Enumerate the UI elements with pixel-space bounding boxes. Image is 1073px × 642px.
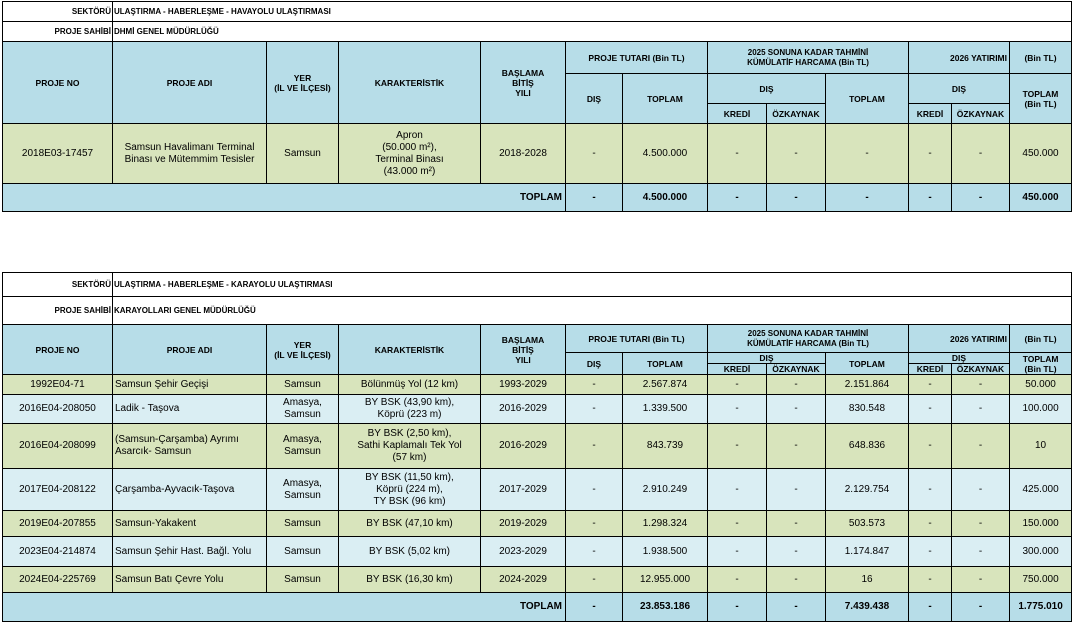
total-amount: 23.853.186 bbox=[623, 593, 708, 622]
cell-cum-equity: - bbox=[767, 375, 826, 395]
col-total: TOPLAM bbox=[623, 353, 708, 375]
cell-inv-equity: - bbox=[952, 395, 1010, 424]
cell-inv-equity: - bbox=[952, 124, 1010, 184]
cell-foreign: - bbox=[566, 375, 623, 395]
cell-total: 1.298.324 bbox=[623, 511, 708, 537]
cell-foreign: - bbox=[566, 124, 623, 184]
col-cum-credit: KREDİ bbox=[708, 104, 767, 124]
cell-project-name: Samsun Şehir Geçişi bbox=[113, 375, 267, 395]
cell-project-no: 2019E04-207855 bbox=[3, 511, 113, 537]
total-foreign: - bbox=[566, 184, 623, 212]
total-row bbox=[3, 593, 1072, 622]
cell-years: 2024-2029 bbox=[481, 567, 566, 593]
cell-total: 843.739 bbox=[623, 424, 708, 469]
col-location: YER (İL VE İLÇESİ) bbox=[267, 42, 339, 124]
cell-total: 2.910.249 bbox=[623, 469, 708, 511]
table-row bbox=[3, 469, 1072, 511]
cell-project-no: 2016E04-208099 bbox=[3, 424, 113, 469]
cell-cum-total: - bbox=[826, 124, 909, 184]
cell-total: 12.955.000 bbox=[623, 567, 708, 593]
cell-foreign: - bbox=[566, 567, 623, 593]
total-foreign: - bbox=[566, 593, 623, 622]
cell-project-name: Ladik - Taşova bbox=[113, 395, 267, 424]
total-inv-credit: - bbox=[909, 184, 952, 212]
cell-cum-total: 1.174.847 bbox=[826, 537, 909, 567]
cell-location: Samsun bbox=[267, 537, 339, 567]
total-inv-credit: - bbox=[909, 593, 952, 622]
col-inv-total: TOPLAM (Bin TL) bbox=[1010, 74, 1072, 124]
table-row bbox=[3, 567, 1072, 593]
cell-cum-total: 16 bbox=[826, 567, 909, 593]
cell-inv-total: 300.000 bbox=[1010, 537, 1072, 567]
table-row bbox=[3, 124, 1072, 184]
total-inv-equity: - bbox=[952, 593, 1010, 622]
col-cumulative: 2025 SONUNA KADAR TAHMİNİ KÜMÜLATİF HARCAMA (Bin TL) bbox=[708, 325, 909, 353]
cell-inv-total: 750.000 bbox=[1010, 567, 1072, 593]
owner-value: KARAYOLLARI GENEL MÜDÜRLÜĞÜ bbox=[113, 297, 1072, 325]
cell-project-name: (Samsun-Çarşamba) Ayrımı Asarcık- Samsun bbox=[113, 424, 267, 469]
cell-project-name: Çarşamba-Ayvacık-Taşova bbox=[113, 469, 267, 511]
cell-inv-equity: - bbox=[952, 567, 1010, 593]
cell-cum-credit: - bbox=[708, 511, 767, 537]
col-cum-foreign: DIŞ bbox=[708, 74, 826, 104]
cell-inv-equity: - bbox=[952, 375, 1010, 395]
cell-cum-equity: - bbox=[767, 511, 826, 537]
cell-total: 2.567.874 bbox=[623, 375, 708, 395]
cell-cum-credit: - bbox=[708, 395, 767, 424]
col-foreign: DIŞ bbox=[566, 353, 623, 375]
cell-cum-equity: - bbox=[767, 124, 826, 184]
total-cum-total: - bbox=[826, 184, 909, 212]
cell-inv-credit: - bbox=[909, 567, 952, 593]
cell-cum-credit: - bbox=[708, 375, 767, 395]
cell-years: 1993-2029 bbox=[481, 375, 566, 395]
total-amount: 4.500.000 bbox=[623, 184, 708, 212]
cell-inv-equity: - bbox=[952, 537, 1010, 567]
table-row bbox=[3, 395, 1072, 424]
cell-inv-credit: - bbox=[909, 537, 952, 567]
total-row bbox=[3, 184, 1072, 212]
cell-years: 2019-2029 bbox=[481, 511, 566, 537]
cell-foreign: - bbox=[566, 537, 623, 567]
cell-foreign: - bbox=[566, 424, 623, 469]
cell-inv-total: 100.000 bbox=[1010, 395, 1072, 424]
total-inv-equity: - bbox=[952, 184, 1010, 212]
cell-project-no: 2016E04-208050 bbox=[3, 395, 113, 424]
owner-label: PROJE SAHİBİ bbox=[3, 297, 113, 325]
col-project-no: PROJE NO bbox=[3, 325, 113, 375]
col-project-no: PROJE NO bbox=[3, 42, 113, 124]
cell-location: Amasya, Samsun bbox=[267, 469, 339, 511]
col-inv-foreign: DIŞ bbox=[909, 74, 1010, 104]
cell-cum-equity: - bbox=[767, 424, 826, 469]
col-cumulative: 2025 SONUNA KADAR TAHMİNİ KÜMÜLATİF HARCAMA (Bin TL) bbox=[708, 42, 909, 74]
cell-total: 4.500.000 bbox=[623, 124, 708, 184]
total-cum-equity: - bbox=[767, 184, 826, 212]
cell-characteristic: BY BSK (5,02 km) bbox=[339, 537, 481, 567]
cell-cum-total: 2.151.864 bbox=[826, 375, 909, 395]
owner-value: DHMİ GENEL MÜDÜRLÜĞÜ bbox=[113, 22, 1072, 42]
col-investment-2026-unit: (Bin TL) bbox=[1010, 325, 1072, 353]
cell-inv-credit: - bbox=[909, 395, 952, 424]
col-foreign: DIŞ bbox=[566, 74, 623, 124]
cell-foreign: - bbox=[566, 511, 623, 537]
total-cum-credit: - bbox=[708, 184, 767, 212]
cell-inv-total: 50.000 bbox=[1010, 375, 1072, 395]
col-cum-credit: KREDİ bbox=[708, 364, 767, 375]
cell-cum-credit: - bbox=[708, 424, 767, 469]
cell-inv-equity: - bbox=[952, 469, 1010, 511]
col-project-amount: PROJE TUTARI (Bin TL) bbox=[566, 42, 708, 74]
highway-project-table bbox=[2, 272, 1072, 622]
col-location: YER (İL VE İLÇESİ) bbox=[267, 325, 339, 375]
cell-characteristic: Apron (50.000 m²), Terminal Binası (43.000 m²) bbox=[339, 124, 481, 184]
col-inv-credit: KREDİ bbox=[909, 104, 952, 124]
cell-characteristic: BY BSK (43,90 km), Köprü (223 m) bbox=[339, 395, 481, 424]
cell-project-name: Samsun-Yakakent bbox=[113, 511, 267, 537]
col-inv-equity: ÖZKAYNAK bbox=[952, 364, 1010, 375]
cell-cum-total: 2.129.754 bbox=[826, 469, 909, 511]
cell-total: 1.339.500 bbox=[623, 395, 708, 424]
cell-inv-total: 150.000 bbox=[1010, 511, 1072, 537]
sector-value: ULAŞTIRMA - HABERLEŞME - HAVAYOLU ULAŞTIRMASI bbox=[113, 2, 1072, 22]
col-start-end: BAŞLAMA BİTİŞ YILI bbox=[481, 42, 566, 124]
total-cum-credit: - bbox=[708, 593, 767, 622]
cell-inv-credit: - bbox=[909, 511, 952, 537]
col-project-amount: PROJE TUTARI (Bin TL) bbox=[566, 325, 708, 353]
cell-total: 1.938.500 bbox=[623, 537, 708, 567]
col-investment-2026: 2026 YATIRIMI bbox=[909, 42, 1010, 74]
cell-location: Samsun bbox=[267, 124, 339, 184]
cell-inv-credit: - bbox=[909, 375, 952, 395]
col-characteristic: KARAKTERİSTİK bbox=[339, 42, 481, 124]
total-cum-equity: - bbox=[767, 593, 826, 622]
cell-characteristic: Bölünmüş Yol (12 km) bbox=[339, 375, 481, 395]
cell-project-no: 2018E03-17457 bbox=[3, 124, 113, 184]
cell-project-no: 1992E04-71 bbox=[3, 375, 113, 395]
sector-label: SEKTÖRÜ bbox=[3, 273, 113, 297]
cell-location: Samsun bbox=[267, 567, 339, 593]
cell-inv-total: 450.000 bbox=[1010, 124, 1072, 184]
table-row bbox=[3, 424, 1072, 469]
cell-inv-credit: - bbox=[909, 124, 952, 184]
cell-years: 2017-2029 bbox=[481, 469, 566, 511]
sector-label: SEKTÖRÜ bbox=[3, 2, 113, 22]
cell-characteristic: BY BSK (2,50 km), Sathi Kaplamalı Tek Yol (57 km) bbox=[339, 424, 481, 469]
col-cum-equity: ÖZKAYNAK bbox=[767, 364, 826, 375]
total-label: TOPLAM bbox=[3, 593, 566, 622]
cell-cum-total: 648.836 bbox=[826, 424, 909, 469]
cell-characteristic: BY BSK (47,10 km) bbox=[339, 511, 481, 537]
table-row bbox=[3, 375, 1072, 395]
col-inv-total: TOPLAM (Bin TL) bbox=[1010, 353, 1072, 375]
airport-project-table bbox=[2, 1, 1072, 212]
cell-cum-equity: - bbox=[767, 469, 826, 511]
cell-cum-total: 830.548 bbox=[826, 395, 909, 424]
cell-cum-equity: - bbox=[767, 567, 826, 593]
cell-years: 2023-2029 bbox=[481, 537, 566, 567]
col-investment-2026-unit: (Bin TL) bbox=[1010, 42, 1072, 74]
owner-label: PROJE SAHİBİ bbox=[3, 22, 113, 42]
cell-cum-credit: - bbox=[708, 567, 767, 593]
cell-project-no: 2024E04-225769 bbox=[3, 567, 113, 593]
cell-inv-total: 425.000 bbox=[1010, 469, 1072, 511]
cell-project-name: Samsun Şehir Hast. Bağl. Yolu bbox=[113, 537, 267, 567]
cell-years: 2016-2029 bbox=[481, 424, 566, 469]
table-row bbox=[3, 511, 1072, 537]
col-characteristic: KARAKTERİSTİK bbox=[339, 325, 481, 375]
col-investment-2026: 2026 YATIRIMI bbox=[909, 325, 1010, 353]
total-label: TOPLAM bbox=[3, 184, 566, 212]
total-inv-total: 1.775.010 bbox=[1010, 593, 1072, 622]
cell-characteristic: BY BSK (16,30 km) bbox=[339, 567, 481, 593]
col-inv-credit: KREDİ bbox=[909, 364, 952, 375]
total-inv-total: 450.000 bbox=[1010, 184, 1072, 212]
cell-cum-total: 503.573 bbox=[826, 511, 909, 537]
col-start-end: BAŞLAMA BİTİŞ YILI bbox=[481, 325, 566, 375]
cell-inv-credit: - bbox=[909, 424, 952, 469]
cell-inv-total: 10 bbox=[1010, 424, 1072, 469]
cell-years: 2016-2029 bbox=[481, 395, 566, 424]
cell-foreign: - bbox=[566, 469, 623, 511]
col-inv-equity: ÖZKAYNAK bbox=[952, 104, 1010, 124]
col-cum-equity: ÖZKAYNAK bbox=[767, 104, 826, 124]
cell-project-name: Samsun Batı Çevre Yolu bbox=[113, 567, 267, 593]
cell-project-no: 2023E04-214874 bbox=[3, 537, 113, 567]
col-cum-foreign: DIŞ bbox=[708, 353, 826, 364]
cell-cum-credit: - bbox=[708, 469, 767, 511]
cell-project-no: 2017E04-208122 bbox=[3, 469, 113, 511]
col-total: TOPLAM bbox=[623, 74, 708, 124]
cell-inv-equity: - bbox=[952, 424, 1010, 469]
cell-project-name: Samsun Havalimanı Terminal Binası ve Mütemmim Tesisler bbox=[113, 124, 267, 184]
col-inv-foreign: DIŞ bbox=[909, 353, 1010, 364]
cell-foreign: - bbox=[566, 395, 623, 424]
cell-characteristic: BY BSK (11,50 km), Köprü (224 m), TY BSK (96 km) bbox=[339, 469, 481, 511]
cell-years: 2018-2028 bbox=[481, 124, 566, 184]
col-project-name: PROJE ADI bbox=[113, 325, 267, 375]
cell-cum-credit: - bbox=[708, 124, 767, 184]
col-cum-total: TOPLAM bbox=[826, 353, 909, 375]
cell-inv-equity: - bbox=[952, 511, 1010, 537]
cell-location: Amasya, Samsun bbox=[267, 395, 339, 424]
table-row bbox=[3, 537, 1072, 567]
cell-location: Amasya, Samsun bbox=[267, 424, 339, 469]
cell-cum-equity: - bbox=[767, 395, 826, 424]
col-cum-total: TOPLAM bbox=[826, 74, 909, 124]
cell-location: Samsun bbox=[267, 511, 339, 537]
col-project-name: PROJE ADI bbox=[113, 42, 267, 124]
sector-value: ULAŞTIRMA - HABERLEŞME - KARAYOLU ULAŞTIRMASI bbox=[113, 273, 1072, 297]
cell-location: Samsun bbox=[267, 375, 339, 395]
cell-cum-equity: - bbox=[767, 537, 826, 567]
cell-cum-credit: - bbox=[708, 537, 767, 567]
total-cum-total: 7.439.438 bbox=[826, 593, 909, 622]
cell-inv-credit: - bbox=[909, 469, 952, 511]
